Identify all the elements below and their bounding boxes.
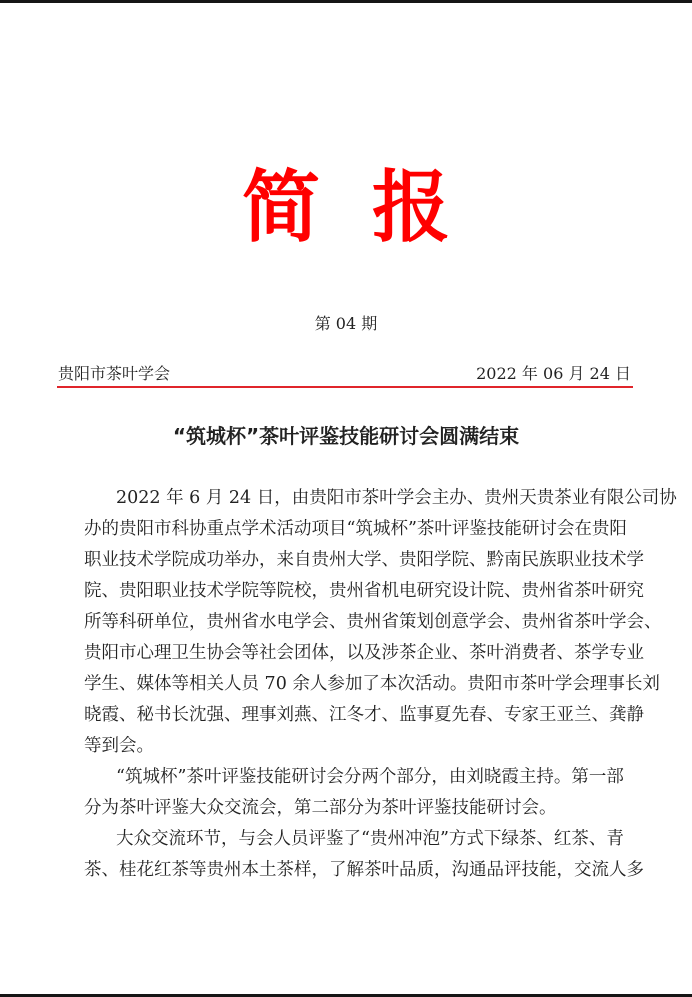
text-line: 茶、桂花红茶等贵州本土茶样，了解茶叶品质，沟通品评技能，交流人多 <box>84 860 644 880</box>
text-line: 等到会。 <box>84 736 154 756</box>
text-line: “筑城杯”茶叶评鉴技能研讨会分两个部分，由刘晓霞主持。第一部 <box>116 767 624 787</box>
publisher-row <box>58 362 631 386</box>
paragraph <box>84 762 624 824</box>
text-line: 学生、媒体等相关人员 70 余人参加了本次活动。贵阳市茶叶学会理事长刘 <box>84 674 660 694</box>
text-line: 大众交流环节，与会人员评鉴了“贵州冲泡”方式下绿茶、红茶、青 <box>116 829 624 849</box>
top-frame-border <box>0 0 692 3</box>
text-line: 所等科研单位，贵州省水电学会、贵州省策划创意学会、贵州省茶叶学会、 <box>84 612 662 632</box>
masthead-char: 报 <box>372 163 451 253</box>
organization-name: 贵阳市茶叶学会 <box>58 364 171 383</box>
paragraph <box>84 483 677 762</box>
article-headline: “筑城杯”茶叶评鉴技能研讨会圆满结束 <box>172 424 520 448</box>
text-line: 职业技术学院成功举办，来自贵州大学、贵阳学院、黔南民族职业技术学 <box>84 550 644 570</box>
article-body <box>84 483 677 886</box>
paragraph <box>84 824 644 886</box>
text-line: 晓霞、秘书长沈强、理事刘燕、江冬才、监事夏先春、专家王亚兰、龚静 <box>84 705 644 725</box>
text-line: 贵阳市心理卫生协会等社会团体，以及涉茶企业、茶叶消费者、茶学专业 <box>84 643 644 663</box>
text-line: 院、贵阳职业技术学院等院校，贵州省机电研究设计院、贵州省茶叶研究 <box>84 581 644 601</box>
red-divider-line <box>57 386 633 388</box>
text-line: 办的贵阳市科协重点学术活动项目“筑城杯”茶叶评鉴技能研讨会在贵阳 <box>84 519 627 539</box>
issue-number: 第 04 期 <box>314 314 378 333</box>
publish-date: 2022 年 06 月 24 日 <box>476 364 631 383</box>
masthead-char: 简 <box>241 163 320 253</box>
text-line: 分为茶叶评鉴大众交流会，第二部分为茶叶评鉴技能研讨会。 <box>84 798 557 818</box>
text-line: 2022 年 6 月 24 日，由贵阳市茶叶学会主办、贵州天贵茶业有限公司协 <box>116 488 677 508</box>
masthead-title <box>0 160 692 256</box>
